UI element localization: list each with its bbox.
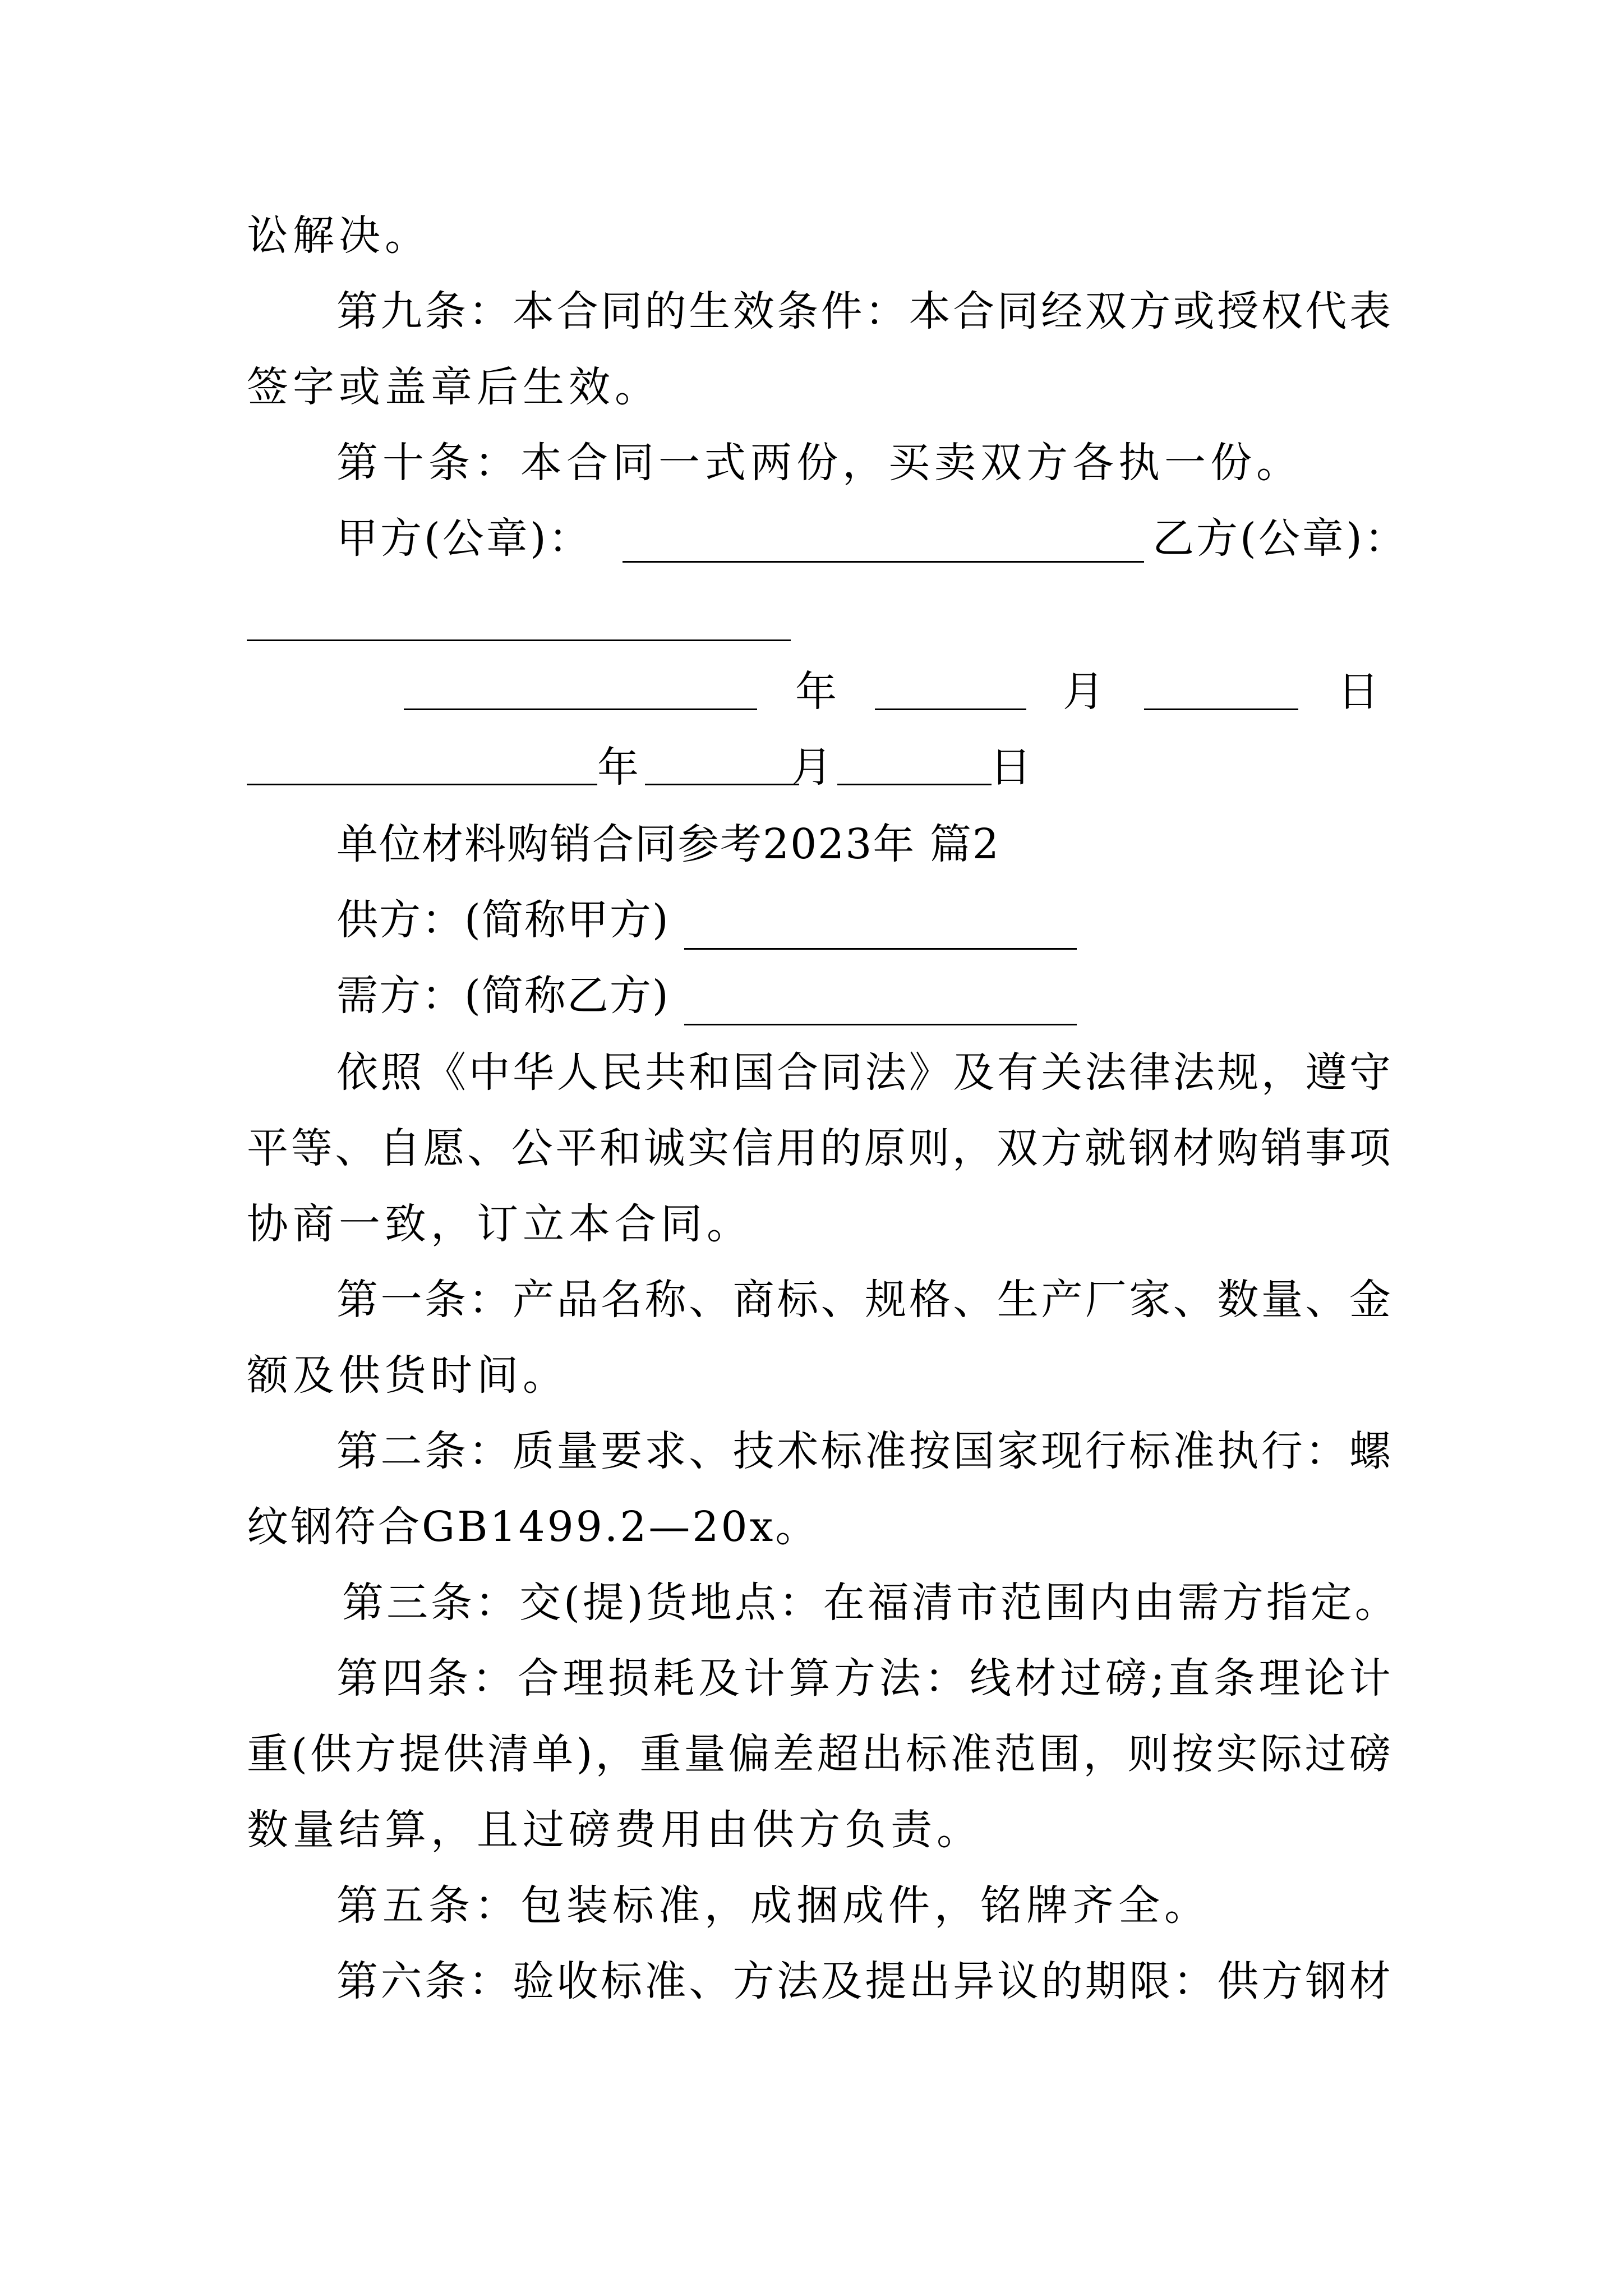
text-glyph: 材 [1015, 1654, 1057, 1703]
text-glyph: 第 [336, 1427, 378, 1475]
text-glyph: 货 [645, 1579, 688, 1627]
text-glyph: 本 [909, 287, 951, 335]
text-glyph: 偏 [728, 1730, 770, 1778]
text-glyph: 超 [817, 1730, 859, 1778]
text-glyph: 平 [555, 1124, 597, 1172]
text-glyph: 事 [1305, 1124, 1347, 1172]
text-glyph: 方 [354, 1730, 396, 1778]
text-glyph: 技 [732, 1427, 774, 1475]
text-glyph: 准 [950, 1730, 992, 1778]
text-glyph: 国 [732, 1048, 774, 1097]
text-glyph: 合 [953, 287, 995, 335]
article-10: 第十条：本合同一式两份，买卖双方各执一份。 [336, 439, 1302, 487]
text-glyph: 品 [556, 1276, 598, 1324]
text-glyph: 围 [1044, 1579, 1086, 1627]
text-glyph: 件 [820, 287, 863, 335]
text-glyph: 的 [1041, 1957, 1083, 2005]
text-glyph: 地 [690, 1579, 732, 1627]
text-glyph: 及 [953, 1048, 995, 1097]
article-6-line-1 [336, 1953, 1391, 2009]
text-glyph: 限 [1129, 1957, 1171, 2005]
text-glyph: 或 [1173, 287, 1215, 335]
text-glyph: 购 [1216, 1124, 1258, 1172]
text-glyph: 围 [1039, 1730, 1081, 1778]
text-glyph: 理 [562, 1654, 605, 1703]
text-glyph: 磅 [1349, 1730, 1391, 1778]
text-glyph: 第 [336, 1654, 378, 1703]
text-glyph: ： [1305, 1427, 1347, 1475]
text-glyph: 规 [865, 1276, 907, 1324]
text-glyph: ： [468, 287, 510, 335]
date1-day-blank[interactable] [1144, 708, 1298, 710]
text-glyph: 提 [865, 1957, 907, 2005]
text-glyph: 三 [386, 1579, 428, 1627]
text-glyph: 方 [732, 1957, 774, 2005]
text-glyph: 愿 [423, 1124, 465, 1172]
text-glyph: 标 [820, 1427, 863, 1475]
text-glyph: 定 [1310, 1579, 1352, 1627]
text-glyph: 供 [443, 1730, 485, 1778]
text-glyph: 材 [1173, 1124, 1215, 1172]
text-glyph: 过 [1060, 1654, 1102, 1703]
text-glyph: 标 [601, 1957, 643, 2005]
date2-day-label: 日 [990, 743, 1036, 792]
text-glyph: ， [952, 1124, 994, 1172]
text-glyph: 诚 [643, 1124, 685, 1172]
text-glyph: 民 [601, 1048, 643, 1097]
text-glyph: 供 [310, 1730, 352, 1778]
text-glyph: 称 [644, 1276, 686, 1324]
text-glyph: 、 [953, 1276, 995, 1324]
text-glyph: ) [576, 1730, 593, 1778]
text-glyph: 钢 [1305, 1957, 1347, 2005]
text-glyph: 的 [820, 1124, 862, 1172]
text-glyph: 、 [335, 1124, 377, 1172]
text-glyph: 交 [519, 1579, 561, 1627]
text-glyph: 名 [601, 1276, 643, 1324]
article-2-line-1 [336, 1423, 1391, 1479]
supplier-label: 供方：(简称甲方) [336, 896, 670, 944]
text-glyph: ; [1150, 1654, 1165, 1703]
text-glyph: 准 [1173, 1427, 1215, 1475]
date1-year-label: 年 [795, 668, 841, 716]
text-glyph: 和 [689, 1048, 731, 1097]
text-glyph: 直 [1168, 1654, 1210, 1703]
text-glyph: 实 [1216, 1730, 1258, 1778]
text-glyph: 方 [1261, 1957, 1303, 2005]
text-glyph: ) [626, 1579, 643, 1627]
text-glyph: 本 [513, 287, 555, 335]
date2-month-label: 月 [791, 743, 837, 792]
text-glyph: 双 [1085, 287, 1127, 335]
text-glyph: 代 [1305, 287, 1347, 335]
date1-month-label: 月 [1063, 668, 1109, 716]
text-glyph: 求 [644, 1427, 686, 1475]
text-glyph: 收 [556, 1957, 598, 2005]
text-glyph: 方 [1221, 1579, 1264, 1627]
text-glyph: 同 [997, 287, 1039, 335]
article-4-line-2 [247, 1726, 1391, 1782]
text-glyph: 权 [1261, 287, 1303, 335]
text-glyph: 合 [517, 1654, 559, 1703]
text-glyph: 量 [1261, 1276, 1303, 1324]
text-glyph: 平 [247, 1124, 288, 1172]
text-glyph: 》 [909, 1048, 951, 1097]
text-glyph: 合 [777, 1048, 819, 1097]
text-glyph: 现 [1041, 1427, 1083, 1475]
text-glyph: 条 [431, 1579, 472, 1627]
text-glyph: ： [475, 1579, 517, 1627]
article-5: 第五条：包装标准，成捆成件，铭牌齐全。 [336, 1881, 1210, 1930]
text-glyph: 材 [1349, 1957, 1391, 2005]
text-glyph: 合 [556, 287, 598, 335]
text-line: 讼解决。 [247, 211, 431, 260]
text-glyph: 标 [777, 1276, 819, 1324]
text-glyph: 要 [601, 1427, 643, 1475]
text-glyph: 质 [513, 1427, 555, 1475]
text-glyph: 的 [644, 287, 686, 335]
text-glyph: 在 [823, 1579, 865, 1627]
text-glyph: 同 [820, 1048, 863, 1097]
article-4-line-1 [336, 1650, 1391, 1706]
text-glyph: 法 [777, 1957, 819, 2005]
text-glyph: 及 [698, 1654, 740, 1703]
text-glyph: ： [468, 1276, 510, 1324]
text-glyph: 六 [380, 1957, 422, 2005]
text-glyph: 四 [381, 1654, 423, 1703]
text-glyph: 第 [336, 1957, 378, 2005]
text-glyph: ： [468, 1427, 510, 1475]
text-glyph: 则 [908, 1124, 950, 1172]
text-glyph: 重 [247, 1730, 288, 1778]
text-glyph: 同 [601, 287, 643, 335]
text-glyph: 方 [834, 1654, 876, 1703]
text-glyph: 照 [380, 1048, 422, 1097]
text-glyph: 金 [1349, 1276, 1391, 1324]
text-glyph: 遵 [1305, 1048, 1347, 1097]
text-glyph: 法 [1173, 1048, 1215, 1097]
text-glyph: 条 [425, 1276, 467, 1324]
text-glyph: ( [291, 1730, 307, 1778]
date1-day-label: 日 [1338, 668, 1384, 716]
text-glyph: 用 [776, 1124, 818, 1172]
text-glyph: 。 [1354, 1579, 1396, 1627]
text-glyph: 损 [607, 1654, 649, 1703]
text-glyph: 差 [772, 1730, 814, 1778]
preamble-line-2 [247, 1120, 1391, 1176]
text-glyph: 双 [996, 1124, 1038, 1172]
text-glyph: 准 [865, 1427, 907, 1475]
text-glyph: 耗 [653, 1654, 695, 1703]
text-glyph: ： [778, 1579, 820, 1627]
text-glyph: 计 [743, 1654, 785, 1703]
text-glyph: 行 [1085, 1427, 1127, 1475]
text-glyph: 、 [689, 1276, 731, 1324]
text-glyph: 指 [1266, 1579, 1308, 1627]
text-glyph: 范 [994, 1730, 1036, 1778]
text-glyph: 清 [911, 1579, 953, 1627]
date2-year-blank[interactable] [247, 784, 597, 785]
text-glyph: 螺 [1349, 1427, 1391, 1475]
text-glyph: 商 [732, 1276, 774, 1324]
text-glyph: 生 [997, 1276, 1039, 1324]
text-glyph: 期 [1085, 1957, 1127, 2005]
text-glyph: 规 [1217, 1048, 1259, 1097]
article-2-line-2: 纹钢符合GB1499.2—20x。 [247, 1503, 819, 1551]
text-glyph: 人 [556, 1048, 598, 1097]
text-glyph: 单 [532, 1730, 574, 1778]
text-glyph: 守 [1349, 1048, 1391, 1097]
text-glyph: 公 [511, 1124, 553, 1172]
text-glyph: 论 [1304, 1654, 1346, 1703]
text-glyph: 法 [1085, 1048, 1127, 1097]
text-glyph: 条 [425, 287, 467, 335]
article-1-line-2: 额及供货时间。 [247, 1351, 569, 1400]
text-glyph: 方 [1040, 1124, 1082, 1172]
date2-day-blank[interactable] [837, 784, 992, 785]
preamble-line-1 [336, 1045, 1391, 1101]
text-glyph: ： [468, 1957, 510, 2005]
supplier-blank[interactable] [684, 948, 1077, 950]
text-glyph: 磅 [1105, 1654, 1147, 1703]
text-glyph: 项 [1349, 1124, 1391, 1172]
text-glyph: 出 [861, 1730, 903, 1778]
text-glyph: 则 [1127, 1730, 1169, 1778]
text-glyph: 和 [600, 1124, 641, 1172]
text-glyph: 提 [399, 1730, 441, 1778]
text-glyph: 家 [997, 1427, 1039, 1475]
text-glyph: 计 [1349, 1654, 1391, 1703]
date2-year-label: 年 [597, 743, 643, 792]
text-glyph: 福 [867, 1579, 909, 1627]
date1-month-blank[interactable] [875, 708, 1026, 710]
text-glyph: 出 [909, 1957, 951, 2005]
section-title: 单位材料购销合同参考2023年 篇2 [336, 820, 1000, 868]
text-glyph: 重 [639, 1730, 681, 1778]
text-glyph: 标 [1129, 1427, 1171, 1475]
text-glyph: 条 [425, 1957, 467, 2005]
text-glyph: 范 [1000, 1579, 1042, 1627]
text-glyph: 议 [997, 1957, 1039, 2005]
preamble-line-3: 协商一致，订立本合同。 [247, 1200, 753, 1248]
text-glyph: 家 [1129, 1276, 1171, 1324]
text-glyph: 需 [1177, 1579, 1219, 1627]
text-glyph: 关 [1041, 1048, 1083, 1097]
text-glyph: 一 [380, 1276, 422, 1324]
party-b-signature-blank[interactable] [247, 639, 791, 641]
text-glyph: 等 [291, 1124, 333, 1172]
text-glyph: 实 [688, 1124, 730, 1172]
text-glyph: 理 [1258, 1654, 1301, 1703]
article-9-line-1 [336, 283, 1391, 339]
text-glyph: 算 [789, 1654, 831, 1703]
text-glyph: 量 [556, 1427, 598, 1475]
text-glyph: 共 [644, 1048, 686, 1097]
text-glyph: 华 [513, 1048, 555, 1097]
party-b-seal-label: 乙方(公章)： [1152, 514, 1408, 563]
text-glyph: ： [472, 1654, 514, 1703]
text-glyph: 市 [956, 1579, 998, 1627]
text-glyph: 条 [425, 1427, 467, 1475]
text-glyph: 律 [1129, 1048, 1171, 1097]
text-glyph: 、 [467, 1124, 509, 1172]
text-glyph: 依 [336, 1048, 378, 1097]
text-glyph: 异 [953, 1957, 995, 2005]
text-glyph: ， [1083, 1730, 1125, 1778]
text-glyph: 提 [582, 1579, 624, 1627]
buyer-blank[interactable] [684, 1024, 1077, 1025]
text-glyph: 第 [336, 287, 378, 335]
text-glyph: 第 [336, 1276, 378, 1324]
text-glyph: 经 [1041, 287, 1083, 335]
text-glyph: 就 [1084, 1124, 1126, 1172]
text-glyph: 线 [969, 1654, 1011, 1703]
text-glyph: 第 [342, 1579, 384, 1627]
text-glyph: 、 [1305, 1276, 1347, 1324]
text-glyph: 表 [1349, 287, 1391, 335]
text-glyph: 条 [777, 287, 819, 335]
text-glyph: 过 [1304, 1730, 1347, 1778]
text-glyph: 法 [879, 1654, 921, 1703]
text-glyph: 方 [1129, 287, 1171, 335]
text-glyph: 及 [820, 1957, 863, 2005]
text-glyph: 效 [732, 287, 774, 335]
text-glyph: 法 [865, 1048, 907, 1097]
text-glyph: 执 [1217, 1427, 1259, 1475]
article-3 [342, 1575, 1396, 1631]
text-glyph: ： [1173, 1957, 1215, 2005]
text-glyph: 二 [380, 1427, 422, 1475]
text-glyph: ： [924, 1654, 966, 1703]
text-glyph: 《 [425, 1048, 467, 1097]
text-glyph: 条 [427, 1654, 469, 1703]
text-glyph: 产 [1041, 1276, 1083, 1324]
text-glyph: ， [595, 1730, 637, 1778]
text-glyph: 由 [1133, 1579, 1175, 1627]
text-glyph: 标 [906, 1730, 947, 1778]
buyer-label: 需方：(简称乙方) [336, 972, 670, 1020]
text-glyph: 清 [487, 1730, 529, 1778]
text-glyph: 、 [689, 1957, 731, 2005]
text-glyph: 际 [1260, 1730, 1302, 1778]
text-glyph: 供 [1217, 1957, 1259, 2005]
text-glyph: 中 [468, 1048, 510, 1097]
text-glyph: ： [865, 287, 907, 335]
text-glyph: 行 [1261, 1427, 1303, 1475]
text-glyph: 术 [777, 1427, 819, 1475]
article-4-line-3: 数量结算，且过磅费用由供方负责。 [247, 1806, 983, 1854]
article-9-line-2: 签字或盖章后生效。 [247, 363, 661, 411]
text-glyph: 生 [689, 287, 731, 335]
party-a-seal-label: 甲方(公章)： [336, 514, 592, 563]
text-glyph: 格 [909, 1276, 951, 1324]
text-glyph: ， [1261, 1048, 1303, 1097]
text-glyph: 点 [734, 1579, 776, 1627]
text-glyph: 自 [379, 1124, 421, 1172]
article-1-line-1 [336, 1272, 1391, 1328]
text-glyph: 信 [731, 1124, 773, 1172]
text-glyph: 九 [380, 287, 422, 335]
party-a-signature-blank[interactable] [623, 561, 1144, 563]
text-glyph: 、 [820, 1276, 863, 1324]
text-glyph: 钢 [1128, 1124, 1170, 1172]
text-glyph: 条 [1213, 1654, 1255, 1703]
date2-month-blank[interactable] [645, 784, 799, 785]
text-glyph: 授 [1217, 287, 1259, 335]
text-glyph: 国 [953, 1427, 995, 1475]
text-glyph: 内 [1089, 1579, 1131, 1627]
text-glyph: 按 [909, 1427, 951, 1475]
text-glyph: 按 [1172, 1730, 1214, 1778]
text-glyph: 数 [1217, 1276, 1259, 1324]
text-glyph: 准 [644, 1957, 686, 2005]
text-glyph: 厂 [1085, 1276, 1127, 1324]
text-glyph: ( [564, 1579, 580, 1627]
text-glyph: 量 [684, 1730, 726, 1778]
text-glyph: 、 [689, 1427, 731, 1475]
text-glyph: 销 [1261, 1124, 1303, 1172]
date1-year-blank[interactable] [404, 708, 757, 710]
text-glyph: 、 [1173, 1276, 1215, 1324]
text-glyph: 有 [997, 1048, 1039, 1097]
text-glyph: 产 [513, 1276, 555, 1324]
text-glyph: 验 [513, 1957, 555, 2005]
text-glyph: 原 [864, 1124, 906, 1172]
